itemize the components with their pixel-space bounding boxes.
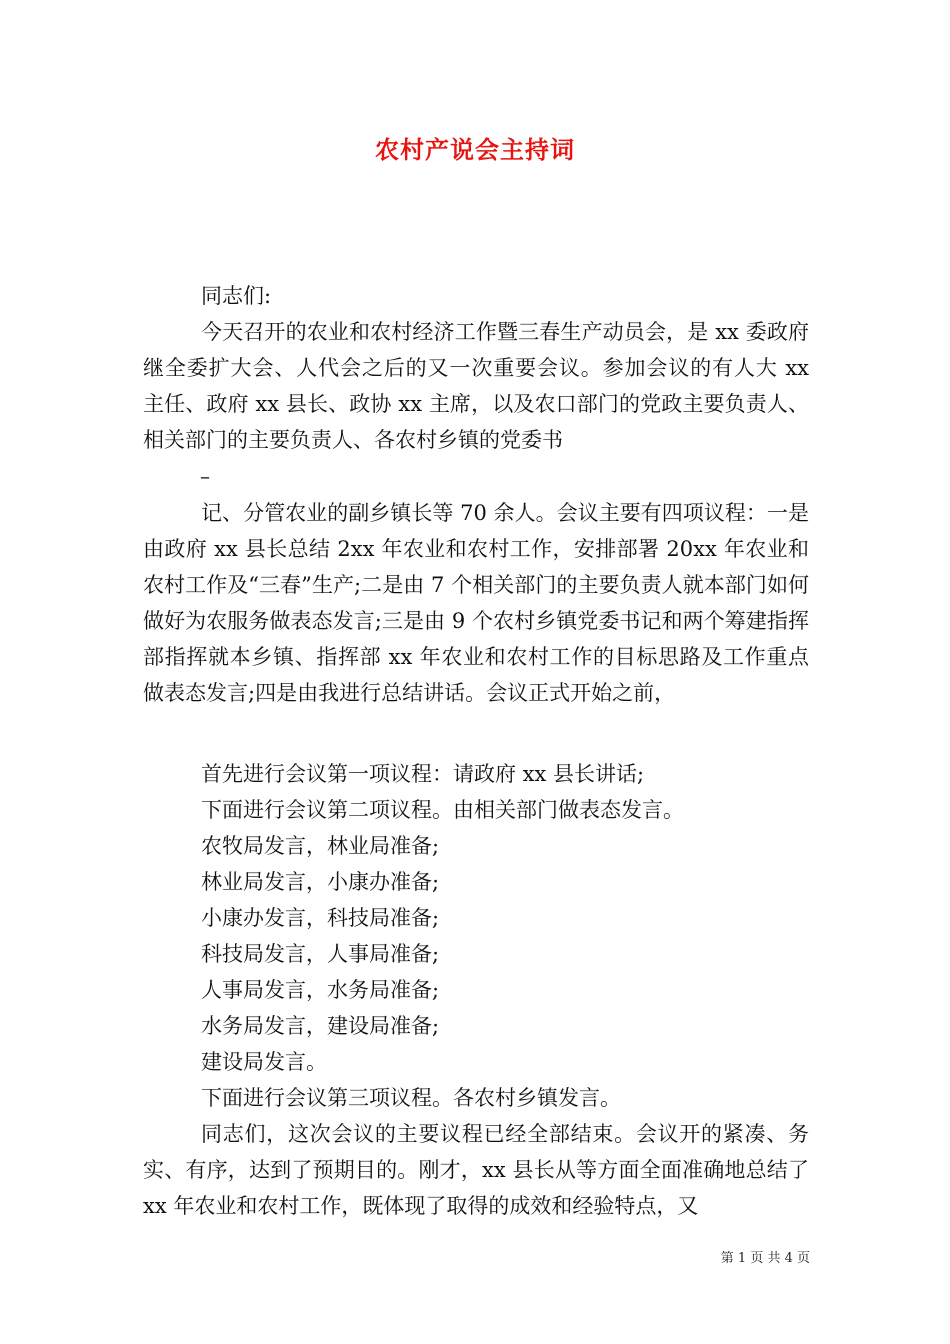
page-break-mark: –	[200, 464, 210, 488]
speaker-line: 小康办发言，科技局准备;	[201, 906, 440, 930]
agenda-item: 下面进行会议第三项议程。各农村乡镇发言。	[201, 1086, 621, 1110]
speaker-line: 人事局发言，水务局准备;	[201, 978, 440, 1002]
paragraph-agenda: 记、分管农业的副乡镇长等 70 余人。会议主要有四项议程：一是由政府 xx 县长总结 2xx 年农业和农村工作，安排部署 20xx 年农业和农村工作及“三春”生产;二是由 7 个相关部门的主要负责人就本部门如何做好为农服务做表态发言;三是由 9 个农村乡镇党委书记和两个筹建指挥部指挥就本乡镇、指挥部 xx 年农业和农村工作的目标思路及工作重点做表态发言;四是由我进行总结讲话。会议正式开始之前，	[143, 501, 809, 705]
body-block-3	[143, 756, 809, 1224]
speaker-line: 科技局发言，人事局准备;	[201, 942, 440, 966]
speaker-line: 林业局发言，小康办准备;	[201, 870, 440, 894]
body-block-1	[143, 278, 809, 458]
speaker-line: 建设局发言。	[201, 1050, 327, 1074]
agenda-item: 首先进行会议第一项议程：请政府 xx 县长讲话;	[201, 762, 645, 786]
paragraph-opening: 今天召开的农业和农村经济工作暨三春生产动员会，是 xx 委政府继全委扩大会、人代会之后的又一次重要会议。参加会议的有人大 xx 主任、政府 xx 县长、政协 xx 主席，以及农口部门的党政主要负责人、相关部门的主要负责人、各农村乡镇的党委书	[143, 320, 809, 452]
body-block-2	[143, 495, 809, 711]
document-title: 农村产说会主持词	[375, 135, 575, 164]
page-footer: 第 1 页 共 4 页	[720, 1251, 810, 1266]
paragraph-closing: 同志们，这次会议的主要议程已经全部结束。会议开的紧凑、务实、有序，达到了预期目的。刚才，xx 县长从等方面全面准确地总结了 xx 年农业和农村工作，既体现了取得的成效和经验特点，又	[143, 1122, 809, 1218]
speaker-line: 农牧局发言，林业局准备;	[201, 834, 440, 858]
speaker-line: 水务局发言，建设局准备;	[201, 1014, 440, 1038]
agenda-item: 下面进行会议第二项议程。由相关部门做表态发言。	[201, 798, 684, 822]
salutation: 同志们:	[201, 284, 272, 308]
